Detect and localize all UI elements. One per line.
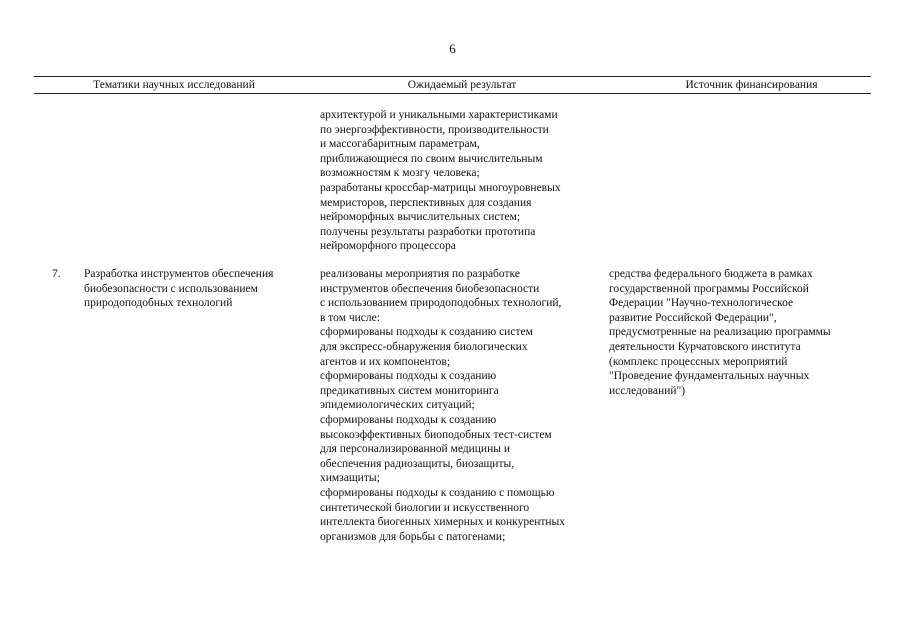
text-line: интеллекта биогенных химерных и конкурентных bbox=[320, 516, 566, 529]
text-line: эпидемиологических ситуаций; bbox=[320, 399, 475, 412]
text-line: обеспечения радиозащиты, биозащиты, bbox=[320, 457, 515, 470]
text-line: для персонализированной медицины и bbox=[320, 443, 510, 456]
text-line: государственной программы Российской bbox=[609, 282, 809, 295]
text-line: сформированы подходы к созданию с помощью bbox=[320, 486, 555, 499]
text-line: сформированы подходы к созданию bbox=[320, 413, 497, 426]
table-header bbox=[34, 76, 871, 94]
text-line: Разработка инструментов обеспечения bbox=[84, 268, 274, 280]
text-line: предикативных систем мониторинга bbox=[320, 384, 499, 397]
row-source-text bbox=[609, 267, 831, 398]
text-line: исследований") bbox=[609, 384, 686, 397]
text-line: синтетической биологии и искусственного bbox=[320, 501, 530, 514]
text-line: деятельности Курчатовского института bbox=[609, 340, 801, 353]
text-line: сформированы подходы к созданию bbox=[320, 370, 497, 383]
text-line: (комплекс процессных мероприятий bbox=[609, 355, 788, 368]
text-line: природоподобных технологий bbox=[84, 297, 233, 310]
text-line: развитие Российской Федерации", bbox=[609, 311, 777, 324]
text-line: сформированы подходы к созданию систем bbox=[320, 326, 533, 339]
text-line: биобезопасности с использованием bbox=[84, 282, 258, 295]
text-line: средства федерального бюджета в рамках bbox=[609, 268, 813, 280]
row-result-text bbox=[320, 267, 565, 544]
row-topic-text bbox=[84, 267, 273, 311]
page-number: 6 bbox=[449, 41, 456, 56]
text-line: мемристоров, перспективных для создания bbox=[320, 196, 532, 209]
text-line: архитектурой и уникальными характеристиками bbox=[320, 109, 558, 121]
text-line: инструментов обеспечения биобезопасности bbox=[320, 282, 540, 295]
text-line: нейроморфных вычислительных систем; bbox=[320, 211, 521, 224]
text-line: получены результаты разработки прототипа bbox=[320, 225, 536, 238]
text-line: в том числе: bbox=[320, 311, 380, 324]
text-line: и массогабаритным параметрам, bbox=[320, 138, 480, 151]
text-line: нейроморфного процессора bbox=[320, 240, 456, 253]
header-source: Источник финансирования bbox=[685, 79, 818, 91]
text-line: "Проведение фундаментальных научных bbox=[609, 370, 810, 383]
text-line: с использованием природоподобных технологий, bbox=[320, 297, 562, 310]
text-line: агентов и их компонентов; bbox=[320, 355, 451, 368]
text-line: разработаны кроссбар-матрицы многоуровневых bbox=[320, 181, 561, 194]
text-line: приближающиеся по своим вычислительным bbox=[320, 152, 543, 165]
row-number: 7. bbox=[52, 268, 61, 280]
text-line: для экспресс-обнаружения биологических bbox=[320, 340, 528, 353]
header-result: Ожидаемый результат bbox=[407, 79, 517, 91]
text-line: предусмотренные на реализацию программы bbox=[609, 326, 831, 339]
text-line: реализованы мероприятия по разработке bbox=[320, 268, 520, 280]
continuation-result-text bbox=[320, 108, 561, 254]
text-line: организмов для борьбы с патогенами; bbox=[320, 530, 506, 543]
text-line: химзащиты; bbox=[320, 472, 380, 485]
text-line: Федерации "Научно-технологическое bbox=[609, 297, 794, 310]
header-topic: Тематики научных исследований bbox=[93, 79, 255, 91]
text-line: высокоэффективных биоподобных тест-систем bbox=[320, 428, 552, 441]
text-line: по энергоэффективности, производительности bbox=[320, 123, 549, 136]
text-line: возможностям к мозгу человека; bbox=[320, 167, 480, 180]
